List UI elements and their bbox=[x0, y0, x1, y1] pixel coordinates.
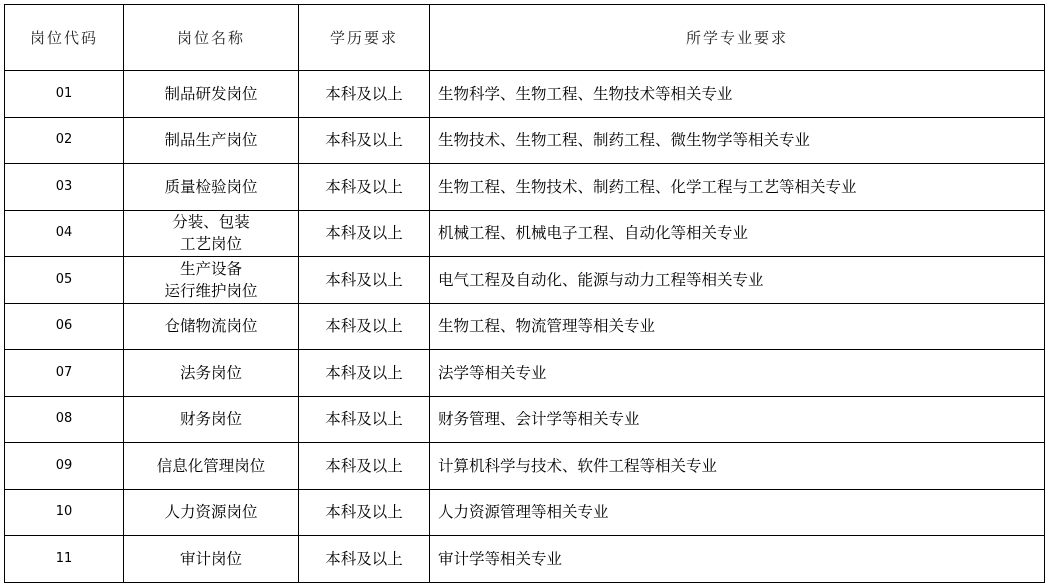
cell-education: 本科及以上 bbox=[299, 396, 430, 443]
cell-name bbox=[124, 210, 299, 257]
cell-name bbox=[124, 257, 299, 304]
cell-education: 本科及以上 bbox=[299, 443, 430, 490]
cell-education: 本科及以上 bbox=[299, 71, 430, 118]
cell-code: 06 bbox=[5, 303, 124, 350]
table-row bbox=[5, 117, 1045, 164]
job-requirements-table bbox=[4, 4, 1045, 583]
cell-education: 本科及以上 bbox=[299, 117, 430, 164]
cell-name-line1: 生产设备 bbox=[179, 259, 242, 278]
cell-education: 本科及以上 bbox=[299, 536, 430, 583]
table-row bbox=[5, 536, 1045, 583]
cell-major: 机械工程、机械电子工程、自动化等相关专业 bbox=[430, 210, 1045, 257]
table-body bbox=[5, 71, 1045, 583]
cell-major: 电气工程及自动化、能源与动力工程等相关专业 bbox=[430, 257, 1045, 304]
header-code: 岗位代码 bbox=[5, 5, 124, 71]
cell-name-line1: 分装、包装 bbox=[172, 213, 250, 232]
cell-name: 财务岗位 bbox=[124, 396, 299, 443]
cell-code: 07 bbox=[5, 350, 124, 397]
cell-education: 本科及以上 bbox=[299, 257, 430, 304]
cell-code: 03 bbox=[5, 164, 124, 211]
cell-major: 生物科学、生物工程、生物技术等相关专业 bbox=[430, 71, 1045, 118]
header-name: 岗位名称 bbox=[124, 5, 299, 71]
cell-name: 仓储物流岗位 bbox=[124, 303, 299, 350]
cell-code: 05 bbox=[5, 257, 124, 304]
cell-name: 制品生产岗位 bbox=[124, 117, 299, 164]
table-row bbox=[5, 489, 1045, 536]
header-major: 所学专业要求 bbox=[430, 5, 1045, 71]
header-row bbox=[5, 5, 1045, 71]
cell-name-line2: 运行维护岗位 bbox=[164, 281, 258, 300]
table-row bbox=[5, 164, 1045, 211]
cell-code: 02 bbox=[5, 117, 124, 164]
cell-name: 审计岗位 bbox=[124, 536, 299, 583]
cell-major: 生物技术、生物工程、制药工程、微生物学等相关专业 bbox=[430, 117, 1045, 164]
table-row bbox=[5, 303, 1045, 350]
header-education: 学历要求 bbox=[299, 5, 430, 71]
cell-major: 人力资源管理等相关专业 bbox=[430, 489, 1045, 536]
table-row bbox=[5, 257, 1045, 304]
cell-code: 09 bbox=[5, 443, 124, 490]
cell-code: 11 bbox=[5, 536, 124, 583]
cell-major: 生物工程、物流管理等相关专业 bbox=[430, 303, 1045, 350]
table-row bbox=[5, 210, 1045, 257]
cell-major: 计算机科学与技术、软件工程等相关专业 bbox=[430, 443, 1045, 490]
cell-name-line2: 工艺岗位 bbox=[179, 235, 242, 254]
cell-education: 本科及以上 bbox=[299, 303, 430, 350]
table-row bbox=[5, 350, 1045, 397]
cell-code: 08 bbox=[5, 396, 124, 443]
cell-name: 人力资源岗位 bbox=[124, 489, 299, 536]
cell-education: 本科及以上 bbox=[299, 350, 430, 397]
cell-education: 本科及以上 bbox=[299, 164, 430, 211]
table-row bbox=[5, 443, 1045, 490]
cell-major: 法学等相关专业 bbox=[430, 350, 1045, 397]
cell-code: 01 bbox=[5, 71, 124, 118]
cell-code: 10 bbox=[5, 489, 124, 536]
cell-name: 法务岗位 bbox=[124, 350, 299, 397]
cell-name: 质量检验岗位 bbox=[124, 164, 299, 211]
cell-education: 本科及以上 bbox=[299, 489, 430, 536]
table-header bbox=[5, 5, 1045, 71]
cell-education: 本科及以上 bbox=[299, 210, 430, 257]
table-row bbox=[5, 396, 1045, 443]
cell-name: 制品研发岗位 bbox=[124, 71, 299, 118]
cell-code: 04 bbox=[5, 210, 124, 257]
cell-major: 审计学等相关专业 bbox=[430, 536, 1045, 583]
cell-name: 信息化管理岗位 bbox=[124, 443, 299, 490]
table-row bbox=[5, 71, 1045, 118]
cell-major: 生物工程、生物技术、制药工程、化学工程与工艺等相关专业 bbox=[430, 164, 1045, 211]
cell-major: 财务管理、会计学等相关专业 bbox=[430, 396, 1045, 443]
